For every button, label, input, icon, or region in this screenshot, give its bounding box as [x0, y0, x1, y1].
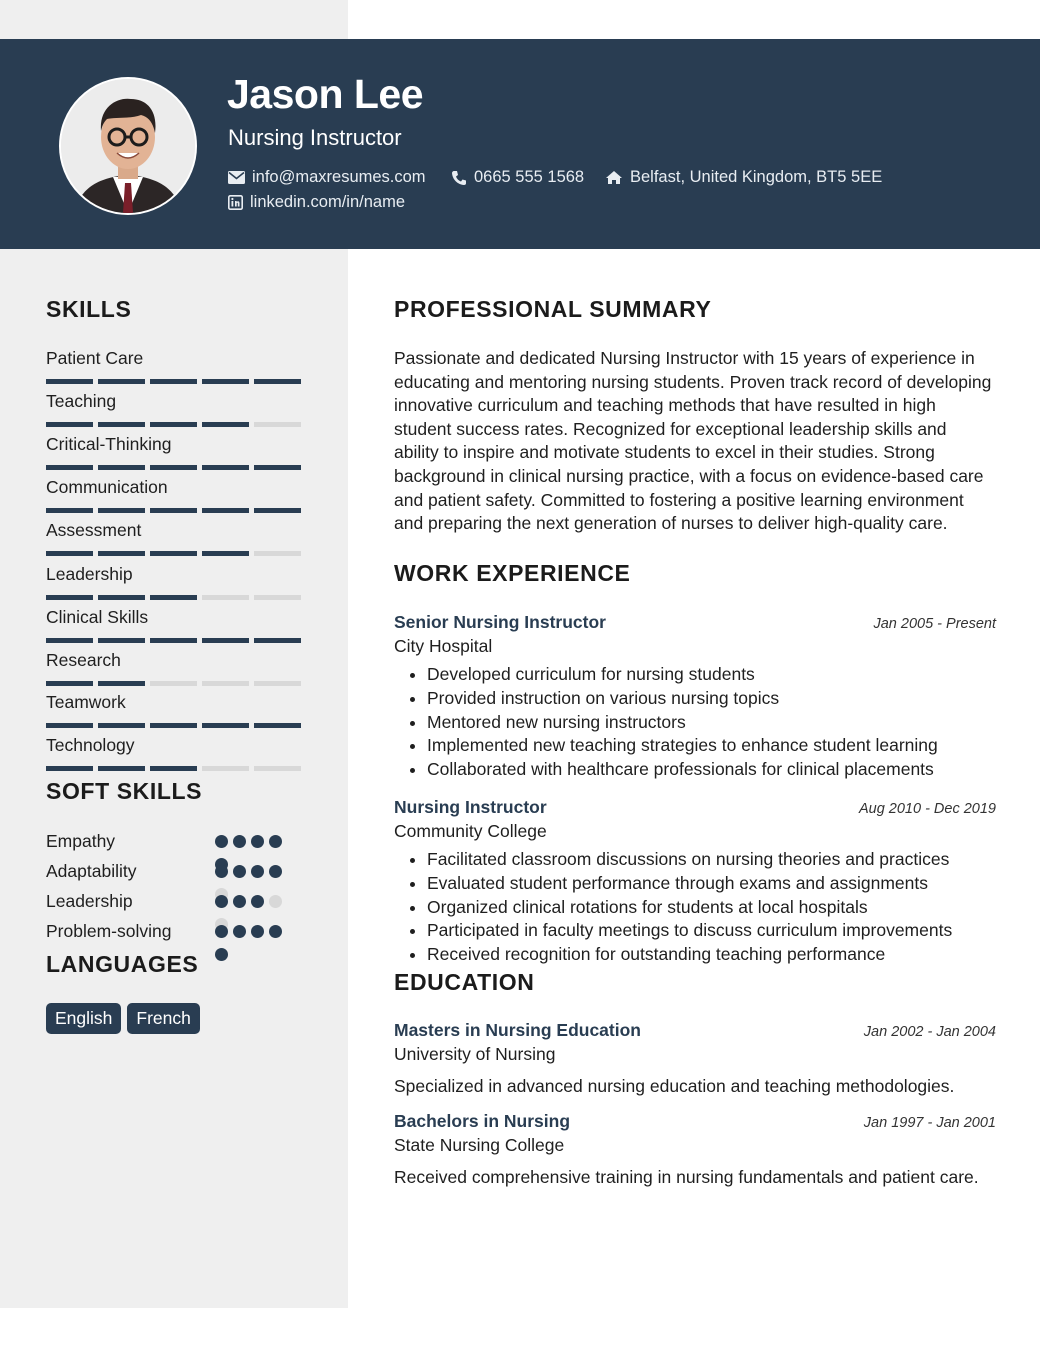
skill-label: Clinical Skills — [46, 607, 149, 627]
linkedin-text: linkedin.com/in/name — [250, 193, 405, 211]
rating-dot — [215, 865, 228, 878]
rating-dot — [251, 925, 264, 938]
education-description: Specialized in advanced nursing education and teaching methodologies. — [394, 1076, 955, 1096]
skill-level-segment-filled — [46, 551, 93, 556]
skill-level-segment-empty — [202, 681, 249, 686]
skill-level-segment-filled — [98, 595, 145, 600]
list-item: • Provided instruction on various nursing topics — [427, 687, 996, 711]
skill-item — [46, 390, 302, 427]
skill-level-segment-filled — [98, 681, 145, 686]
skill-level-segment-filled — [254, 379, 301, 384]
school-name: State Nursing College — [394, 1135, 565, 1155]
skill-level-segment-filled — [98, 766, 145, 771]
skill-level-bar — [46, 508, 302, 513]
rating-dot-empty — [269, 895, 282, 908]
skill-level-segment-empty — [254, 681, 301, 686]
soft-skill-label: Adaptability — [46, 861, 137, 881]
skill-level-segment-filled — [98, 638, 145, 643]
skill-item — [46, 563, 302, 600]
skill-level-segment-filled — [150, 508, 197, 513]
skill-level-segment-filled — [98, 465, 145, 470]
rating-dot — [233, 865, 246, 878]
job-entry — [394, 612, 996, 782]
skill-level-segment-filled — [150, 723, 197, 728]
skill-level-bar — [46, 551, 302, 556]
summary-text: Passionate and dedicated Nursing Instructor with 15 years of experience in educating and mentoring nursing students. Proven track record of developing innovative curriculum and teaching methods that have resulted in high student success rates. Recognized for exceptional leadership skills and ability to inspire and motivate students to excel in their studies. Strong background in clinical nursing practice, with a focus on evidence-based care and patient safety. Committed to fostering a positive learning environment and preparing the next generation of nurses to deliver high-quality care. — [394, 348, 992, 534]
skill-level-segment-filled — [98, 508, 145, 513]
skill-level-segment-filled — [202, 638, 249, 643]
job-employer: Community College — [394, 821, 547, 841]
rating-dot — [233, 835, 246, 848]
degree-title: Masters in Nursing Education — [394, 1020, 641, 1040]
skill-level-segment-filled — [46, 638, 93, 643]
rating-dot — [251, 895, 264, 908]
rating-dot — [215, 925, 228, 938]
skill-label: Technology — [46, 735, 135, 755]
skill-label: Research — [46, 650, 121, 670]
skill-level-segment-filled — [46, 595, 93, 600]
skill-level-segment-empty — [254, 595, 301, 600]
rating-dot — [233, 925, 246, 938]
skill-level-segment-empty — [254, 766, 301, 771]
skill-label: Patient Care — [46, 348, 144, 368]
skill-level-bar — [46, 638, 302, 643]
skill-item — [46, 433, 302, 470]
skill-level-segment-filled — [202, 465, 249, 470]
skill-level-bar — [46, 422, 302, 427]
skill-level-segment-filled — [150, 379, 197, 384]
education-entry — [394, 1111, 996, 1189]
rating-dot — [269, 925, 282, 938]
job-bullets — [394, 848, 996, 967]
language-chip: French — [127, 1003, 199, 1034]
rating-dot — [215, 835, 228, 848]
list-item: • Organized clinical rotations for students at local hospitals — [427, 896, 996, 920]
skill-level-segment-filled — [202, 723, 249, 728]
skill-level-segment-filled — [202, 379, 249, 384]
skill-level-segment-empty — [150, 681, 197, 686]
list-item: • Participated in faculty meetings to discuss curriculum improvements — [427, 919, 996, 943]
list-item: • Received recognition for outstanding teaching performance — [427, 943, 996, 967]
avatar — [59, 77, 197, 215]
skill-level-segment-empty — [254, 422, 301, 427]
skill-label: Teaching — [46, 391, 117, 411]
skill-item — [46, 606, 302, 643]
skill-level-bar — [46, 723, 302, 728]
summary-heading: PROFESSIONAL SUMMARY — [394, 296, 712, 322]
skill-level-bar — [46, 766, 302, 771]
soft-skills-heading: SOFT SKILLS — [46, 778, 203, 804]
skill-level-segment-filled — [202, 551, 249, 556]
soft-skill-label: Leadership — [46, 891, 133, 911]
languages-list — [46, 1003, 200, 1034]
rating-dot — [215, 895, 228, 908]
education-heading: EDUCATION — [394, 969, 535, 995]
skill-level-segment-empty — [254, 551, 301, 556]
skill-label: Teamwork — [46, 692, 126, 712]
contact-email[interactable] — [228, 168, 426, 187]
list-item: • Facilitated classroom discussions on nursing theories and practices — [427, 848, 996, 872]
languages-heading: LANGUAGES — [46, 951, 199, 977]
skill-item — [46, 691, 302, 728]
skill-level-segment-filled — [46, 766, 93, 771]
skill-level-bar — [46, 465, 302, 470]
contact-address — [605, 168, 882, 187]
skill-level-segment-filled — [150, 638, 197, 643]
phone-icon — [451, 170, 467, 186]
skill-level-segment-filled — [98, 551, 145, 556]
education-description: Received comprehensive training in nursing fundamentals and patient care. — [394, 1167, 979, 1187]
skill-level-segment-filled — [150, 465, 197, 470]
skill-level-segment-empty — [202, 595, 249, 600]
envelope-icon — [228, 171, 245, 184]
email-text: info@maxresumes.com — [252, 168, 426, 186]
soft-skill-label: Problem-solving — [46, 921, 172, 941]
skill-item — [46, 649, 302, 686]
skill-level-segment-filled — [254, 638, 301, 643]
skill-level-segment-filled — [46, 508, 93, 513]
skill-level-segment-filled — [46, 422, 93, 427]
home-icon — [605, 170, 623, 185]
skill-label: Critical-Thinking — [46, 434, 172, 454]
skill-level-segment-empty — [202, 766, 249, 771]
school-name: University of Nursing — [394, 1044, 556, 1064]
skill-label: Communication — [46, 477, 168, 497]
summary-section — [394, 347, 996, 536]
skill-level-segment-filled — [98, 422, 145, 427]
address-text: Belfast, United Kingdom, BT5 5EE — [630, 168, 883, 186]
education-entry — [394, 1020, 996, 1098]
degree-title: Bachelors in Nursing — [394, 1111, 571, 1131]
skill-level-bar — [46, 379, 302, 384]
skill-level-bar — [46, 595, 302, 600]
rating-dot — [269, 865, 282, 878]
list-item: • Evaluated student performance through exams and assignments — [427, 872, 996, 896]
job-dates: Jan 2005 - Present — [873, 616, 996, 632]
list-item: • Developed curriculum for nursing students — [427, 663, 996, 687]
list-item: • Mentored new nursing instructors — [427, 711, 996, 735]
language-chip: English — [46, 1003, 121, 1034]
job-employer: City Hospital — [394, 636, 493, 656]
job-bullets — [394, 663, 996, 782]
list-item: • Implemented new teaching strategies to enhance student learning — [427, 734, 996, 758]
contact-linkedin[interactable] — [228, 193, 405, 212]
skill-level-segment-filled — [150, 422, 197, 427]
job-title-text: Nursing Instructor — [394, 797, 547, 817]
rating-dot — [251, 835, 264, 848]
header-banner — [0, 39, 1040, 249]
skill-level-segment-filled — [254, 465, 301, 470]
job-title-text: Senior Nursing Instructor — [394, 612, 606, 632]
skills-heading: SKILLS — [46, 296, 132, 322]
skill-level-segment-filled — [98, 379, 145, 384]
education-dates: Jan 1997 - Jan 2001 — [863, 1115, 996, 1131]
phone-text: 0665 555 1568 — [474, 168, 585, 186]
soft-skill-label: Empathy — [46, 831, 116, 851]
contact-phone[interactable] — [451, 168, 584, 187]
skill-level-segment-filled — [150, 766, 197, 771]
job-dates: Aug 2010 - Dec 2019 — [858, 801, 996, 817]
skill-level-segment-filled — [202, 508, 249, 513]
list-item: • Collaborated with healthcare professionals for clinical placements — [427, 758, 996, 782]
skill-item — [46, 347, 302, 384]
experience-heading: WORK EXPERIENCE — [394, 560, 631, 586]
skill-label: Assessment — [46, 520, 142, 540]
linkedin-icon — [228, 195, 243, 210]
skill-level-segment-filled — [46, 465, 93, 470]
skill-label: Leadership — [46, 564, 133, 584]
rating-dot — [269, 835, 282, 848]
rating-dot — [251, 865, 264, 878]
job-title: Nursing Instructor — [228, 125, 402, 150]
skill-level-segment-filled — [254, 723, 301, 728]
skill-level-bar — [46, 681, 302, 686]
rating-dot — [233, 895, 246, 908]
skill-level-segment-filled — [202, 422, 249, 427]
rating-dot — [215, 948, 228, 961]
skill-item — [46, 476, 302, 513]
skill-level-segment-filled — [46, 681, 93, 686]
skill-level-segment-filled — [46, 379, 93, 384]
skill-level-segment-filled — [254, 508, 301, 513]
skill-level-segment-filled — [46, 723, 93, 728]
skill-item — [46, 519, 302, 556]
skill-level-segment-filled — [150, 595, 197, 600]
education-dates: Jan 2002 - Jan 2004 — [863, 1024, 996, 1040]
skill-item — [46, 734, 302, 771]
job-entry — [394, 797, 996, 967]
skill-level-segment-filled — [150, 551, 197, 556]
candidate-name: Jason Lee — [227, 71, 424, 117]
skill-level-segment-filled — [98, 723, 145, 728]
